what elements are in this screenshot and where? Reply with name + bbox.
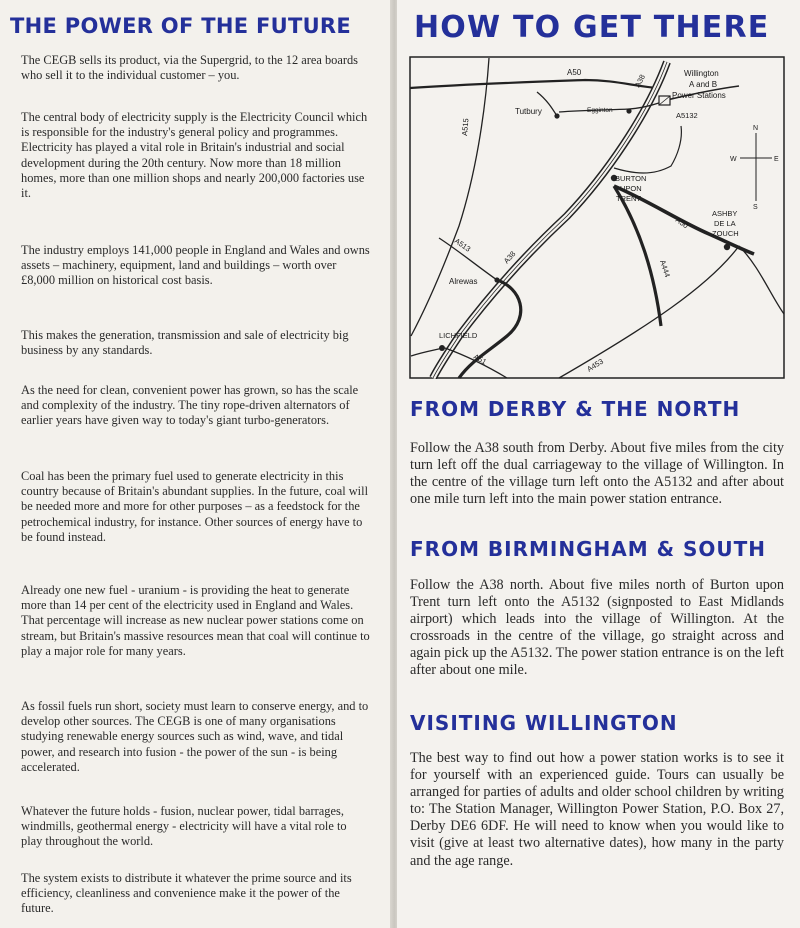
map-label-alrewas: Alrewas bbox=[449, 277, 478, 286]
map-label-trent: TRENT bbox=[616, 194, 641, 203]
map-label-a453: A453 bbox=[585, 356, 605, 374]
map-label-zouch: ZOUCH bbox=[712, 229, 739, 238]
map-label-compass-w: W bbox=[730, 156, 737, 163]
map-label-a513: A513 bbox=[452, 236, 473, 254]
map-label-a5132: A5132 bbox=[676, 111, 698, 120]
section-text-visiting: The best way to find out how a power station works is to see it for yourself with an experienced guide. Tours can usually be arranged for parties of adults and older school children by writing to: The Station Manager, Willington Power Station, P.O. Box 27, Derby DE6 6DF. He will need to know when you would like to visit (give at least two alternative dates), how many in the party and the age range. bbox=[410, 750, 784, 869]
section-text-derby: Follow the A38 south from Derby. About five miles from the city turn left off the dual carriageway to the village of Willington. In the centre of the village turn left onto the A5132 and after about one mile turn left into the main power station entrance. bbox=[410, 440, 784, 508]
map-label-a50-top: A50 bbox=[567, 68, 582, 77]
map-label-de-la: DE LA bbox=[714, 219, 736, 228]
map-label-compass-e: E bbox=[774, 156, 779, 163]
map-label-willington-ab: A and B bbox=[689, 80, 718, 89]
egginton-marker bbox=[626, 108, 631, 113]
section-text-birmingham: Follow the A38 north. About five miles north of Burton upon Trent turn left onto the A5132 (signposted to East Midlands airport) which leads into the village of Willington. At the crossroads in the centre of the village, go straight across and again pick up the A5132. The power station entrance is on the left after about one mile. bbox=[410, 577, 784, 679]
paragraph-whatever-future: Whatever the future holds - fusion, nuclear power, tidal barrages, windmills, geothermal energy - electricity will have a vital role to play throughout the world. bbox=[21, 804, 347, 849]
left-page-title: THE POWER OF THE FUTURE bbox=[10, 14, 352, 38]
map-label-a38-mid: A38 bbox=[501, 249, 518, 266]
section-title-birmingham: FROM BIRMINGHAM & SOUTH bbox=[410, 537, 767, 561]
map-label-power-stations: Power Stations bbox=[672, 91, 726, 100]
section-title-visiting: VISITING WILLINGTON bbox=[410, 711, 678, 735]
paragraph-big-business: This makes the generation, transmission and sale of electricity big business by any standards. bbox=[21, 328, 349, 358]
paragraph-supergrid: The CEGB sells its product, via the Supergrid, to the 12 area boards who sell it to the individual customer – you. bbox=[21, 53, 359, 83]
map-label-a515: A515 bbox=[460, 117, 471, 137]
paragraph-industry-employs: The industry employs 141,000 people in England and Wales and owns assets – machinery, equipment, land and buildings – worth over £8,000 million on historical cost basis. bbox=[21, 243, 370, 288]
map-label-a38-top: A38 bbox=[632, 72, 648, 89]
map-label-upon: UPON bbox=[620, 184, 642, 193]
map-label-compass-s: S bbox=[753, 204, 758, 211]
section-title-derby: FROM DERBY & THE NORTH bbox=[410, 397, 741, 421]
ashby-marker bbox=[724, 244, 730, 250]
map-label-ashby: ASHBY bbox=[712, 209, 738, 218]
alrewas-marker bbox=[494, 277, 499, 282]
lichfield-marker bbox=[439, 345, 445, 351]
right-page-title: HOW TO GET THERE bbox=[414, 10, 770, 45]
map-label-willington: Willington bbox=[684, 69, 719, 78]
map-label-a51: A51 bbox=[472, 351, 489, 367]
paragraph-electricity-council: The central body of electricity supply is the Electricity Council which is responsible for the industry's general policy and programmes. Electricity has played a vital role in Britain's industrial and social development during the 20th century. Now more than 18 million homes, more than one million shops and nearly 200,000 factories use it. bbox=[21, 110, 368, 201]
map-label-burton: BURTON bbox=[615, 174, 647, 183]
map-label-lichfield: LICHFIELD bbox=[439, 331, 478, 340]
paragraph-uranium: Already one new fuel - uranium - is providing the heat to generate more than 14 per cent of the electricity used in England and Wales. That percentage will increase as new nuclear power stations come on stream, but Britain's massive resources mean that coal will continue to play a major role for many years. bbox=[21, 583, 370, 658]
paragraph-coal: Coal has been the primary fuel used to generate electricity in this country because of Britain's abundant supplies. In the future, coal will be needed more and more for other purposes – as a feedstock for the petrochemical industry, for instance. Other sources of energy have to be found instead. bbox=[21, 469, 369, 544]
paragraph-fossil-fuels: As fossil fuels run short, society must learn to conserve energy, and to develop other sources. The CEGB is one of many organisations studying renewable energy sources such as wind, wave, and tidal power, and research into fusion - the power of the sun - is being accelerated. bbox=[21, 699, 369, 774]
map-label-compass-n: N bbox=[753, 125, 759, 132]
map-label-egginton: Egginton bbox=[587, 107, 613, 114]
map-label-tutbury: Tutbury bbox=[515, 107, 542, 116]
map-label-a444: A444 bbox=[658, 258, 673, 279]
paragraph-scale-complexity: As the need for clean, convenient power has grown, so has the scale and complexity of the industry. The tiny rope-driven alternators of earlier years have given way to today's giant turbo-generators. bbox=[21, 383, 359, 428]
map-label-a50-mid: A50 bbox=[673, 215, 690, 231]
paragraph-system-exists: The system exists to distribute it whatever the prime source and its efficiency, cleanliness and convenience make it the power of the future. bbox=[21, 871, 352, 916]
tutbury-marker bbox=[554, 113, 559, 118]
location-map bbox=[409, 56, 785, 379]
